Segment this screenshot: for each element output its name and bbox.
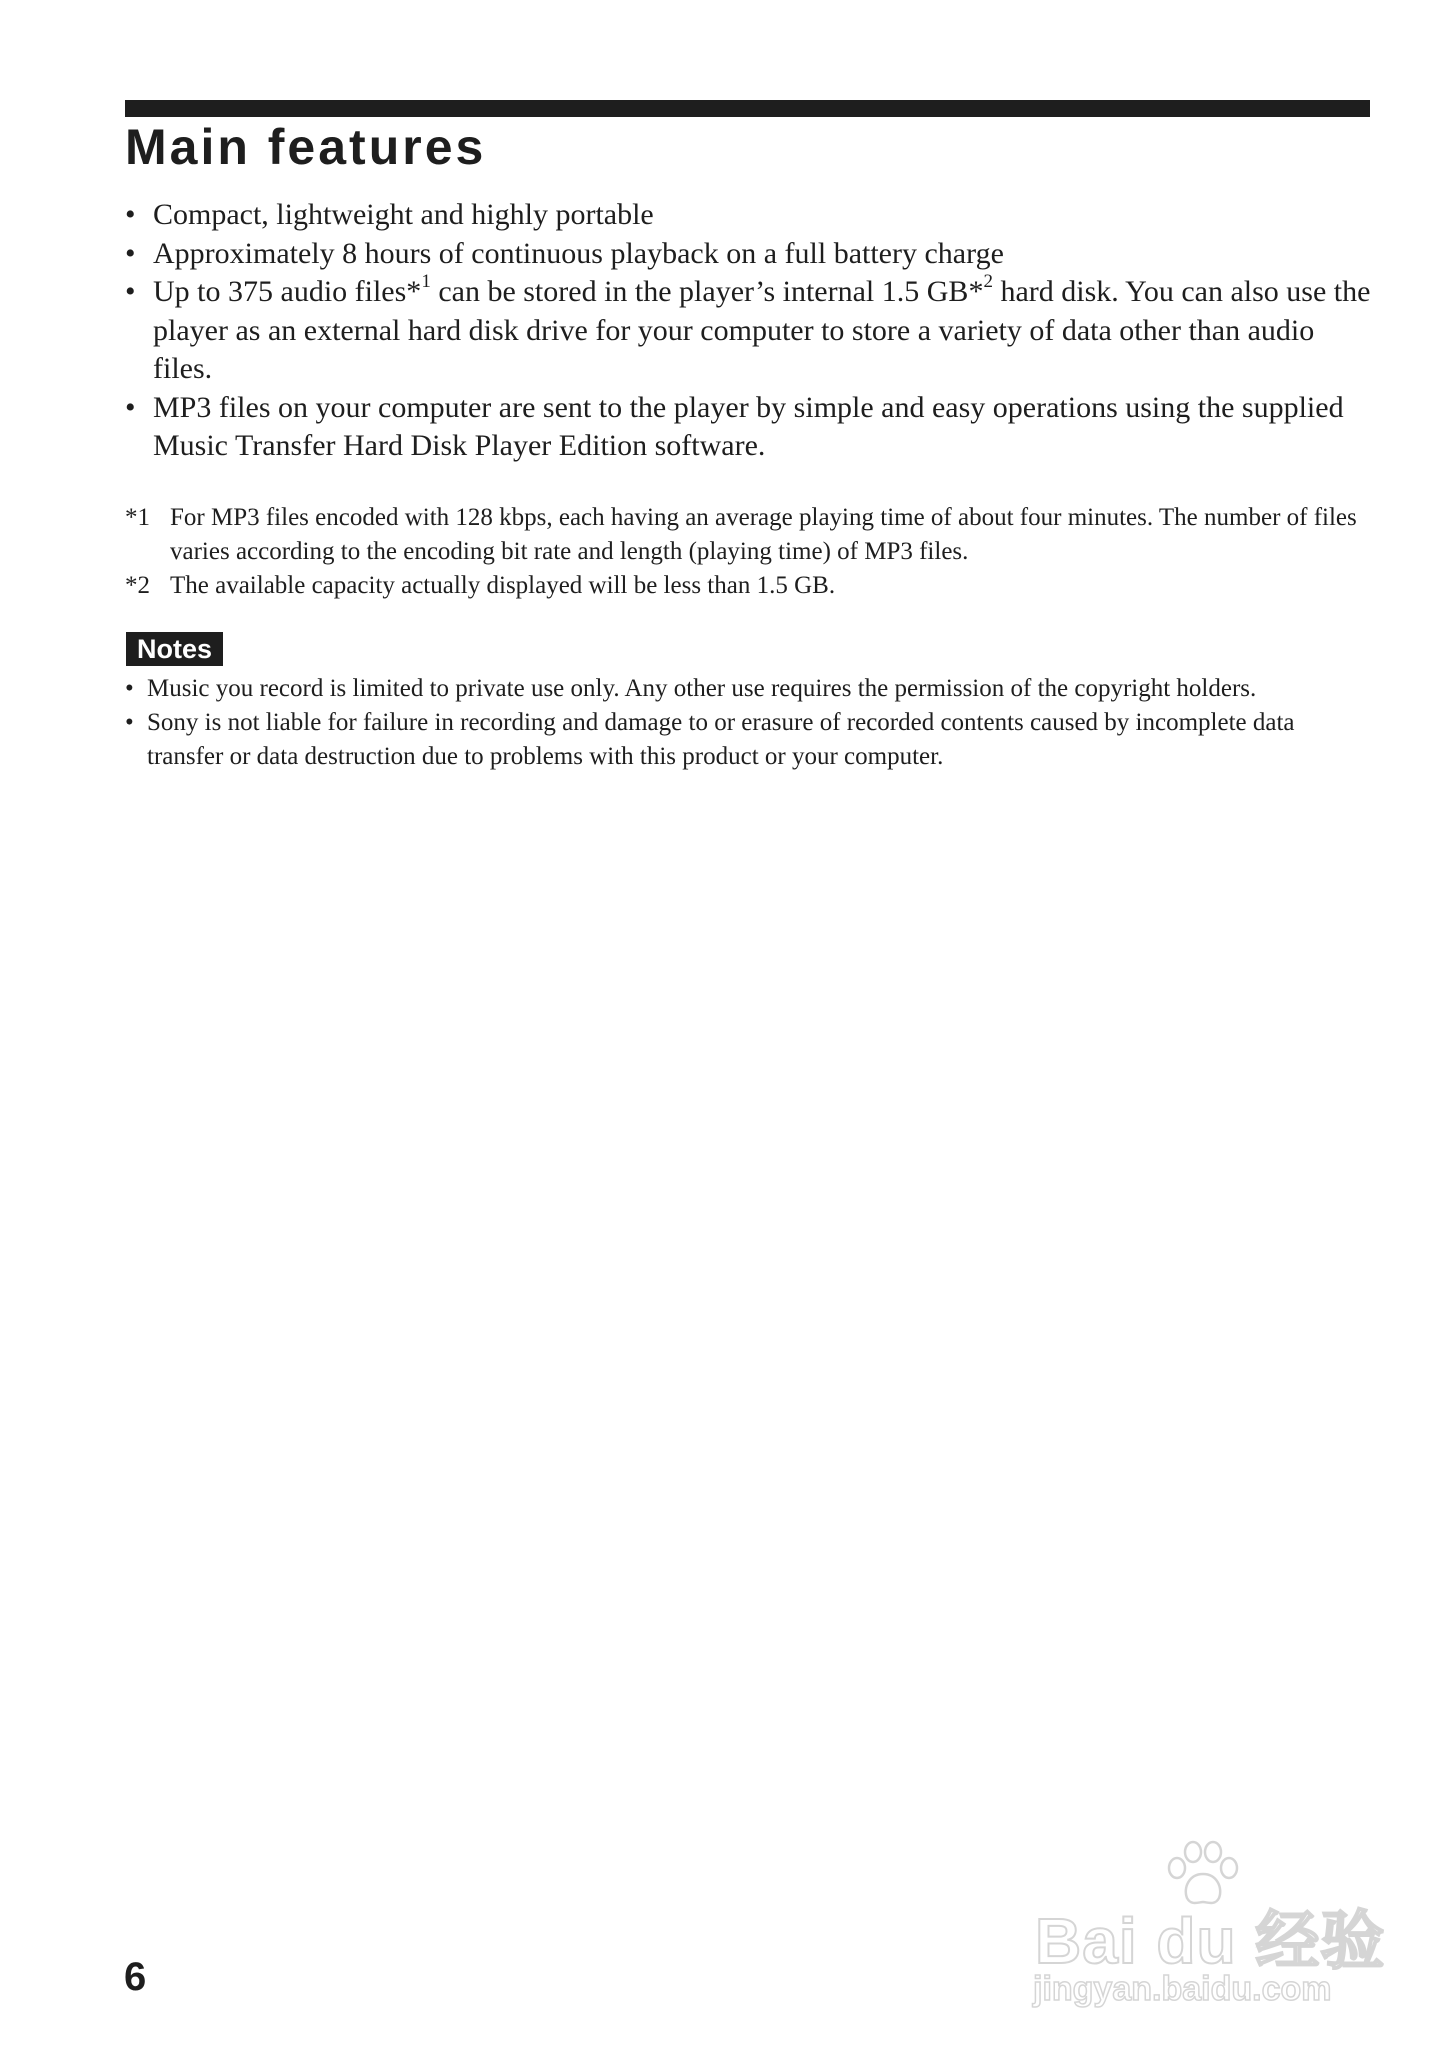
bullet: • bbox=[125, 275, 136, 308]
footnote bbox=[125, 569, 1375, 603]
feature-text: Compact, lightweight and highly portable bbox=[153, 198, 654, 231]
bullet: • bbox=[125, 675, 134, 702]
footnote-mark: *2 bbox=[125, 572, 150, 599]
header-rule bbox=[125, 100, 1370, 117]
feature-item bbox=[125, 196, 1375, 235]
bullet: • bbox=[125, 709, 134, 736]
note-text: Music you record is limited to private use only. Any other use requires the permission of the copyright holders. bbox=[147, 675, 1257, 702]
footnote bbox=[125, 501, 1375, 569]
note-item bbox=[125, 706, 1375, 774]
feature-item bbox=[125, 235, 1375, 274]
bullet: • bbox=[125, 198, 136, 231]
page-title: Main features bbox=[125, 119, 487, 175]
feature-text: Approximately 8 hours of continuous playback on a full battery charge bbox=[153, 236, 1004, 270]
watermark-brand: Bai du 经验 bbox=[1035, 1905, 1386, 1977]
note-item bbox=[125, 672, 1375, 706]
notes-list bbox=[125, 672, 1375, 774]
page-number: 6 bbox=[124, 1955, 147, 1999]
note-text: Sony is not liable for failure in recording and damage to or erasure of recorded contents caused by incomplete data transfer or data destruction due to problems with this product or your computer. bbox=[147, 709, 1295, 770]
footnote-mark: *1 bbox=[125, 504, 150, 531]
feature-text: MP3 files on your computer are sent to the player by simple and easy operations using the supplied Music Transfer Hard Disk Player Edition software. bbox=[153, 390, 1344, 462]
feature-text: hard disk. You can also use the player as an external hard disk drive for your computer to store a variety of data other than audio files. bbox=[153, 275, 1371, 385]
feature-item bbox=[125, 273, 1375, 389]
notes-heading: Notes bbox=[126, 632, 223, 666]
feature-text: Up to 375 audio files* bbox=[153, 275, 422, 308]
footnote-text: For MP3 files encoded with 128 kbps, each having an average playing time of about four minutes. The number of files varies according to the encoding bit rate and length (playing time) of MP3 files. bbox=[170, 504, 1357, 565]
footnote-ref: 1 bbox=[421, 271, 431, 292]
footnote-text: The available capacity actually displayed will be less than 1.5 GB. bbox=[170, 572, 836, 599]
footnote-ref: 2 bbox=[983, 271, 993, 292]
bullet: • bbox=[125, 236, 136, 270]
bullet: • bbox=[125, 390, 136, 424]
baidu-watermark bbox=[1025, 1838, 1386, 2018]
feature-text: can be stored in the player’s internal 1.5 GB* bbox=[430, 275, 984, 308]
feature-list bbox=[125, 196, 1375, 466]
footnotes bbox=[125, 501, 1375, 603]
watermark-url: jingyan.baidu.com bbox=[1033, 1970, 1332, 2008]
feature-item bbox=[125, 389, 1375, 466]
